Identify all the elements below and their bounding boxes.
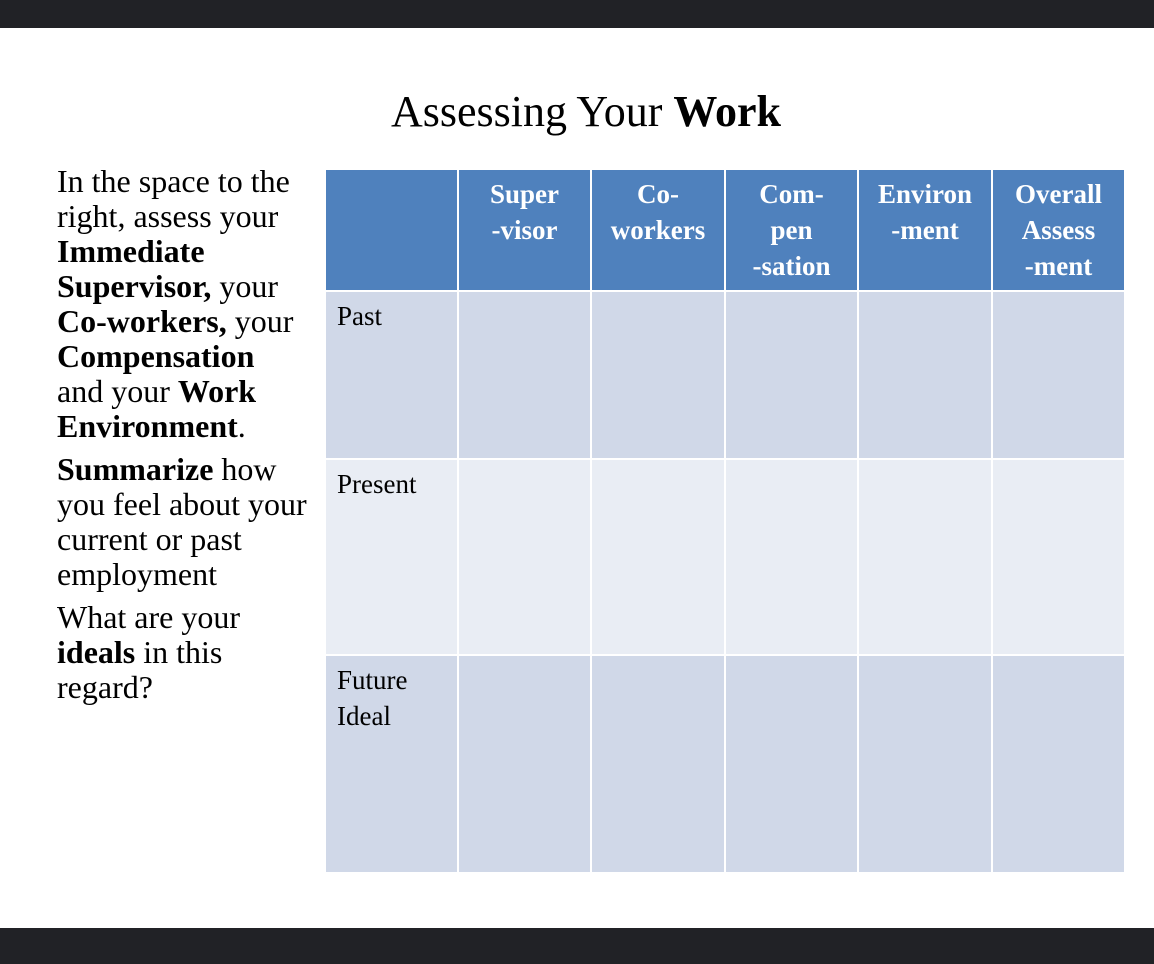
- cell-present-coworkers[interactable]: [591, 459, 725, 655]
- slide-title: [0, 84, 1154, 140]
- cell-past-compensation[interactable]: [725, 291, 858, 459]
- table-row-future-ideal: [325, 655, 1125, 873]
- cell-past-coworkers[interactable]: [591, 291, 725, 459]
- table-row-past: [325, 291, 1125, 459]
- cell-present-supervisor[interactable]: [458, 459, 591, 655]
- bottom-frame-bar: [0, 928, 1154, 964]
- text-run: your: [226, 303, 294, 339]
- text-run: in this regard?: [57, 634, 223, 705]
- emphasis-supervisor: Immediate Supervisor,: [57, 233, 212, 304]
- instructions-paragraph-3: [57, 600, 307, 705]
- table-header-row: [325, 169, 1125, 291]
- title-bold-text: Work: [673, 87, 781, 136]
- text-run: your: [211, 268, 279, 304]
- header-cell-overall-assessment: Overall Assess -ment: [992, 169, 1125, 291]
- text-run: how you feel about your current or past employment: [57, 451, 307, 592]
- row-label-past: Past: [325, 291, 458, 459]
- row-label-present: Present: [325, 459, 458, 655]
- top-frame-bar: [0, 0, 1154, 28]
- header-cell-coworkers: Co- workers: [591, 169, 725, 291]
- emphasis-ideals: ideals: [57, 634, 136, 670]
- emphasis-compensation: Compensation: [57, 338, 255, 374]
- row-label-future-ideal: Future Ideal: [325, 655, 458, 873]
- cell-past-environment[interactable]: [858, 291, 992, 459]
- assessment-table: [324, 168, 1126, 874]
- cell-future-supervisor[interactable]: [458, 655, 591, 873]
- text-run: What are your: [57, 599, 241, 635]
- instructions-paragraph-2: [57, 452, 307, 592]
- cell-future-environment[interactable]: [858, 655, 992, 873]
- text-run: In the space to the right, assess your: [57, 163, 290, 234]
- instructions-paragraph-1: [57, 164, 307, 444]
- header-cell-blank: [325, 169, 458, 291]
- table-row-present: [325, 459, 1125, 655]
- cell-future-overall[interactable]: [992, 655, 1125, 873]
- emphasis-coworkers: Co-workers,: [57, 303, 227, 339]
- cell-present-environment[interactable]: [858, 459, 992, 655]
- cell-future-coworkers[interactable]: [591, 655, 725, 873]
- cell-present-compensation[interactable]: [725, 459, 858, 655]
- header-cell-compensation: Com- pen -sation: [725, 169, 858, 291]
- header-cell-supervisor: Super -visor: [458, 169, 591, 291]
- cell-future-compensation[interactable]: [725, 655, 858, 873]
- text-run: and your: [57, 373, 178, 409]
- text-run: .: [237, 408, 246, 444]
- cell-past-supervisor[interactable]: [458, 291, 591, 459]
- emphasis-summarize: Summarize: [57, 451, 214, 487]
- emphasis-work-environment: Work Environment: [57, 373, 257, 444]
- title-text: Assessing Your: [391, 87, 674, 136]
- cell-present-overall[interactable]: [992, 459, 1125, 655]
- header-cell-environment: Environ -ment: [858, 169, 992, 291]
- cell-past-overall[interactable]: [992, 291, 1125, 459]
- instructions-text: [57, 164, 307, 705]
